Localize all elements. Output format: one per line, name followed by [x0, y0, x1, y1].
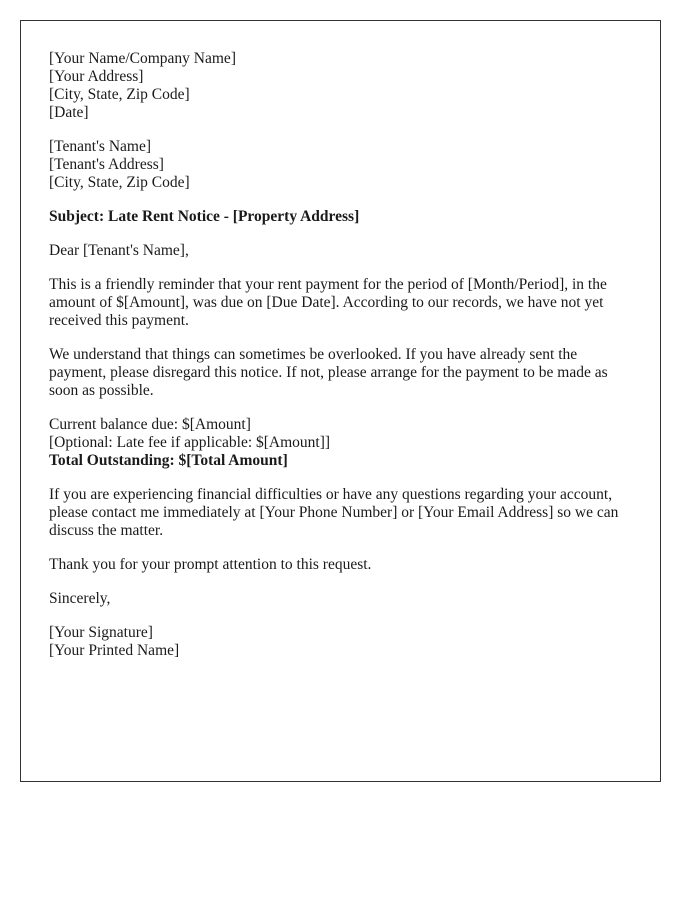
signature-block	[49, 624, 632, 660]
sender-address: [Your Address]	[49, 68, 144, 85]
paragraph-reminder: This is a friendly reminder that your rent payment for the period of [Month/Period], in the amount of $[Amount], was due on [Due Date]. According to our records, we have not yet received this payment.	[49, 276, 607, 329]
sender-block	[49, 50, 632, 122]
total-outstanding: Total Outstanding: $[Total Amount]	[49, 452, 288, 469]
closing: Sincerely,	[49, 590, 111, 607]
recipient-name: [Tenant's Name]	[49, 138, 151, 155]
current-balance: Current balance due: $[Amount]	[49, 416, 251, 433]
signature: [Your Signature]	[49, 624, 153, 641]
sender-name: [Your Name/Company Name]	[49, 50, 236, 67]
paragraph-thanks: Thank you for your prompt attention to this request.	[49, 556, 372, 573]
letter-date: [Date]	[49, 104, 89, 121]
recipient-address: [Tenant's Address]	[49, 156, 164, 173]
letter	[20, 20, 661, 782]
paragraph-overlooked: We understand that things can sometimes be overlooked. If you have already sent the payment, please disregard this notice. If not, please arrange for the payment to be made as soon as possible.	[49, 346, 608, 399]
recipient-city: [City, State, Zip Code]	[49, 174, 190, 191]
subject-line: Subject: Late Rent Notice - [Property Address]	[49, 208, 360, 225]
late-fee: [Optional: Late fee if applicable: $[Amount]]	[49, 434, 331, 451]
printed-name: [Your Printed Name]	[49, 642, 180, 659]
salutation: Dear [Tenant's Name],	[49, 242, 189, 259]
balance-block	[49, 416, 632, 470]
recipient-block	[49, 138, 632, 192]
sender-city: [City, State, Zip Code]	[49, 86, 190, 103]
paragraph-contact: If you are experiencing financial difficulties or have any questions regarding your account, please contact me immediately at [Your Phone Number] or [Your Email Address] so we can discuss the matter.	[49, 486, 619, 539]
